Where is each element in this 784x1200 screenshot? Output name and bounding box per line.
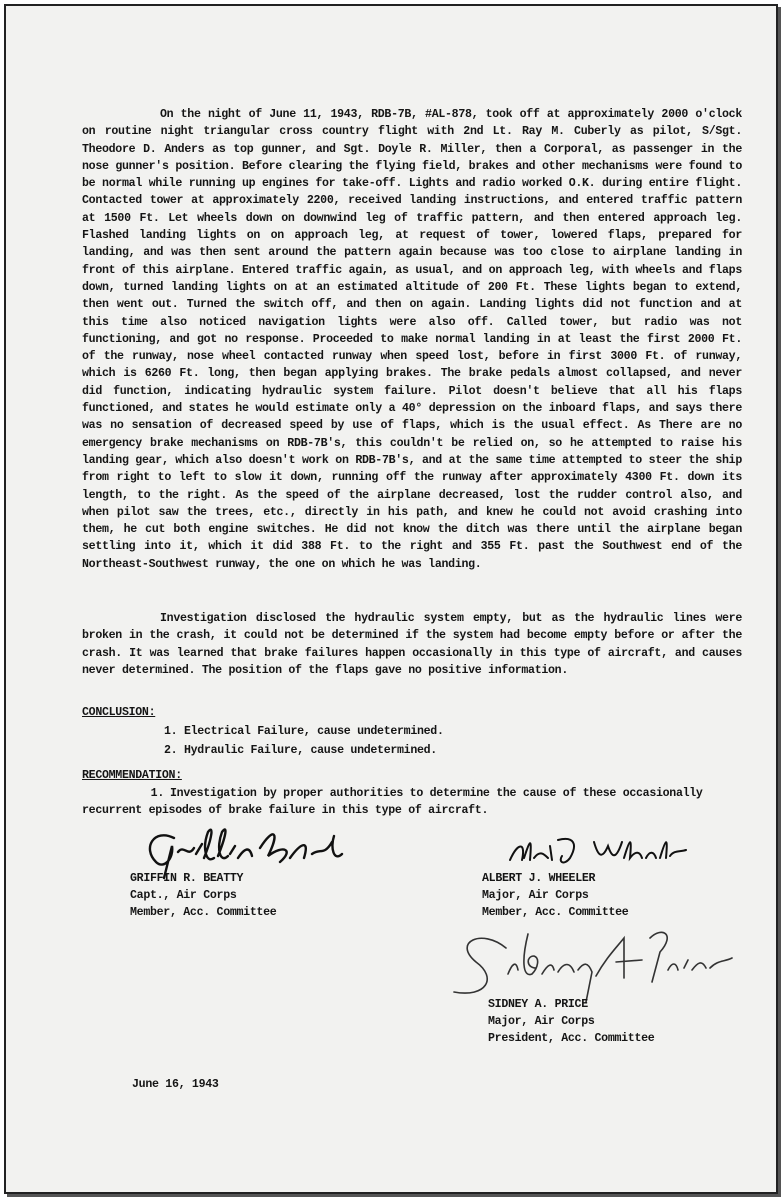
signatory-role: Member, Acc. Committee xyxy=(482,906,629,919)
signatory-rank: Major, Air Corps xyxy=(482,889,589,902)
signature-price xyxy=(446,918,742,1006)
signatory-role: President, Acc. Committee xyxy=(488,1032,655,1045)
signatory-name: GRIFFIN R. BEATTY xyxy=(130,872,244,885)
recommendation-number: 1. xyxy=(150,787,164,800)
signatory-beatty xyxy=(130,870,276,921)
accident-report-page xyxy=(6,6,776,1192)
signatory-name: SIDNEY A. PRICE xyxy=(488,998,588,1011)
recommendation-item xyxy=(82,785,742,819)
conclusion-item: 1. Electrical Failure, cause undetermined. xyxy=(164,725,444,738)
recommendation-text: Investigation by proper authorities to determine the cause of these occasionally recurrent episodes of brake failure in this type of aircraft. xyxy=(82,787,703,817)
report-paragraph-1: On the night of June 11, 1943, RDB-7B, #AL-878, took off at approximately 2000 o'clock on routine night triangular cross country flight with 2nd Lt. Ray M. Cuberly as pilot, S/Sgt. Theodore D. Anders as top gunner, and Sgt. Doyle R. Miller, then a Corporal, as passenger in the nose gunner's position. Before clearing the flying field, brakes and other mechanisms were found to be normal while running up engines for take-off. Lights and radio worked O.K. during entire flight. Contacted tower at approximately 2200, received landing instructions, and entered traffic pattern at 1500 Ft. Let wheels down on downwind leg of traffic pattern, and then entered approach leg. Flashed landing lights on on approach leg, at request of tower, lowered flaps, prepared for landing, and was then sent around the pattern again because was too close to airplane landing in front of this airplane. Entered traffic again, as usual, and on approach leg, with wheels and flaps down, turned landing lights on at an estimated altitude of 200 Ft. These lights began to extend, then went out. Turned the switch off, and then on again. Landing lights did not function and at this time also noticed navigation lights were also off. Called tower, but radio was not functioning, and got no response. Proceeded to make normal landing in at least the first 2000 Ft. of the runway, nose wheel contacted runway when speed lost, before in first 3000 Ft. of runway, which is 6260 Ft. long, then began applying brakes. The brake pedals almost collapsed, and never did function, indicating hydraulic system failure. Pilot doesn't believe that all his flaps functioned, and states he would estimate only a 40° depression on the inboard flaps, and says there was no sensation of decreased speed by use of flaps, which is the usual effect. As There are no emergency brake mechanisms on RDB-7B's, this couldn't be relied on, so he attempted to raise his landing gear, which also doesn't work on RDB-7B's, and at the same time attempted to steer the ship from right to left to slow it down, running off the runway after approximately 4300 Ft. down its length, to the right. As the speed of the airplane decreased, lost the rudder control also, and when pilot saw the trees, etc., directly in his path, and knew he could not avoid crashing into them, he cut both engine switches. He did not know the ditch was there until the airplane began settling into it, which it did 388 Ft. to the right and 355 Ft. past the Southwest end of the Northeast-Southwest runway, the one on which he was landing. xyxy=(82,108,742,571)
recommendation-heading: RECOMMENDATION: xyxy=(82,769,182,782)
signatory-rank: Capt., Air Corps xyxy=(130,889,237,902)
report-date: June 16, 1943 xyxy=(132,1078,219,1091)
signatory-name: ALBERT J. WHEELER xyxy=(482,872,596,885)
signatory-price xyxy=(488,996,654,1047)
signature-wheeler xyxy=(504,832,694,872)
conclusion-heading: CONCLUSION: xyxy=(82,706,156,719)
signatory-rank: Major, Air Corps xyxy=(488,1015,595,1028)
conclusion-list xyxy=(164,722,444,760)
document-frame xyxy=(4,4,778,1194)
signatory-wheeler xyxy=(482,870,628,921)
conclusion-item: 2. Hydraulic Failure, cause undetermined. xyxy=(164,744,437,757)
report-paragraph-2: Investigation disclosed the hydraulic system empty, but as the hydraulic lines were broken in the crash, it could not be determined if the system had become empty before or after the crash. It was learned that brake failures happen occasionally in this type of aircraft, and causes never determined. The position of the flaps gave no positive information. xyxy=(82,612,742,677)
signatory-role: Member, Acc. Committee xyxy=(130,906,277,919)
